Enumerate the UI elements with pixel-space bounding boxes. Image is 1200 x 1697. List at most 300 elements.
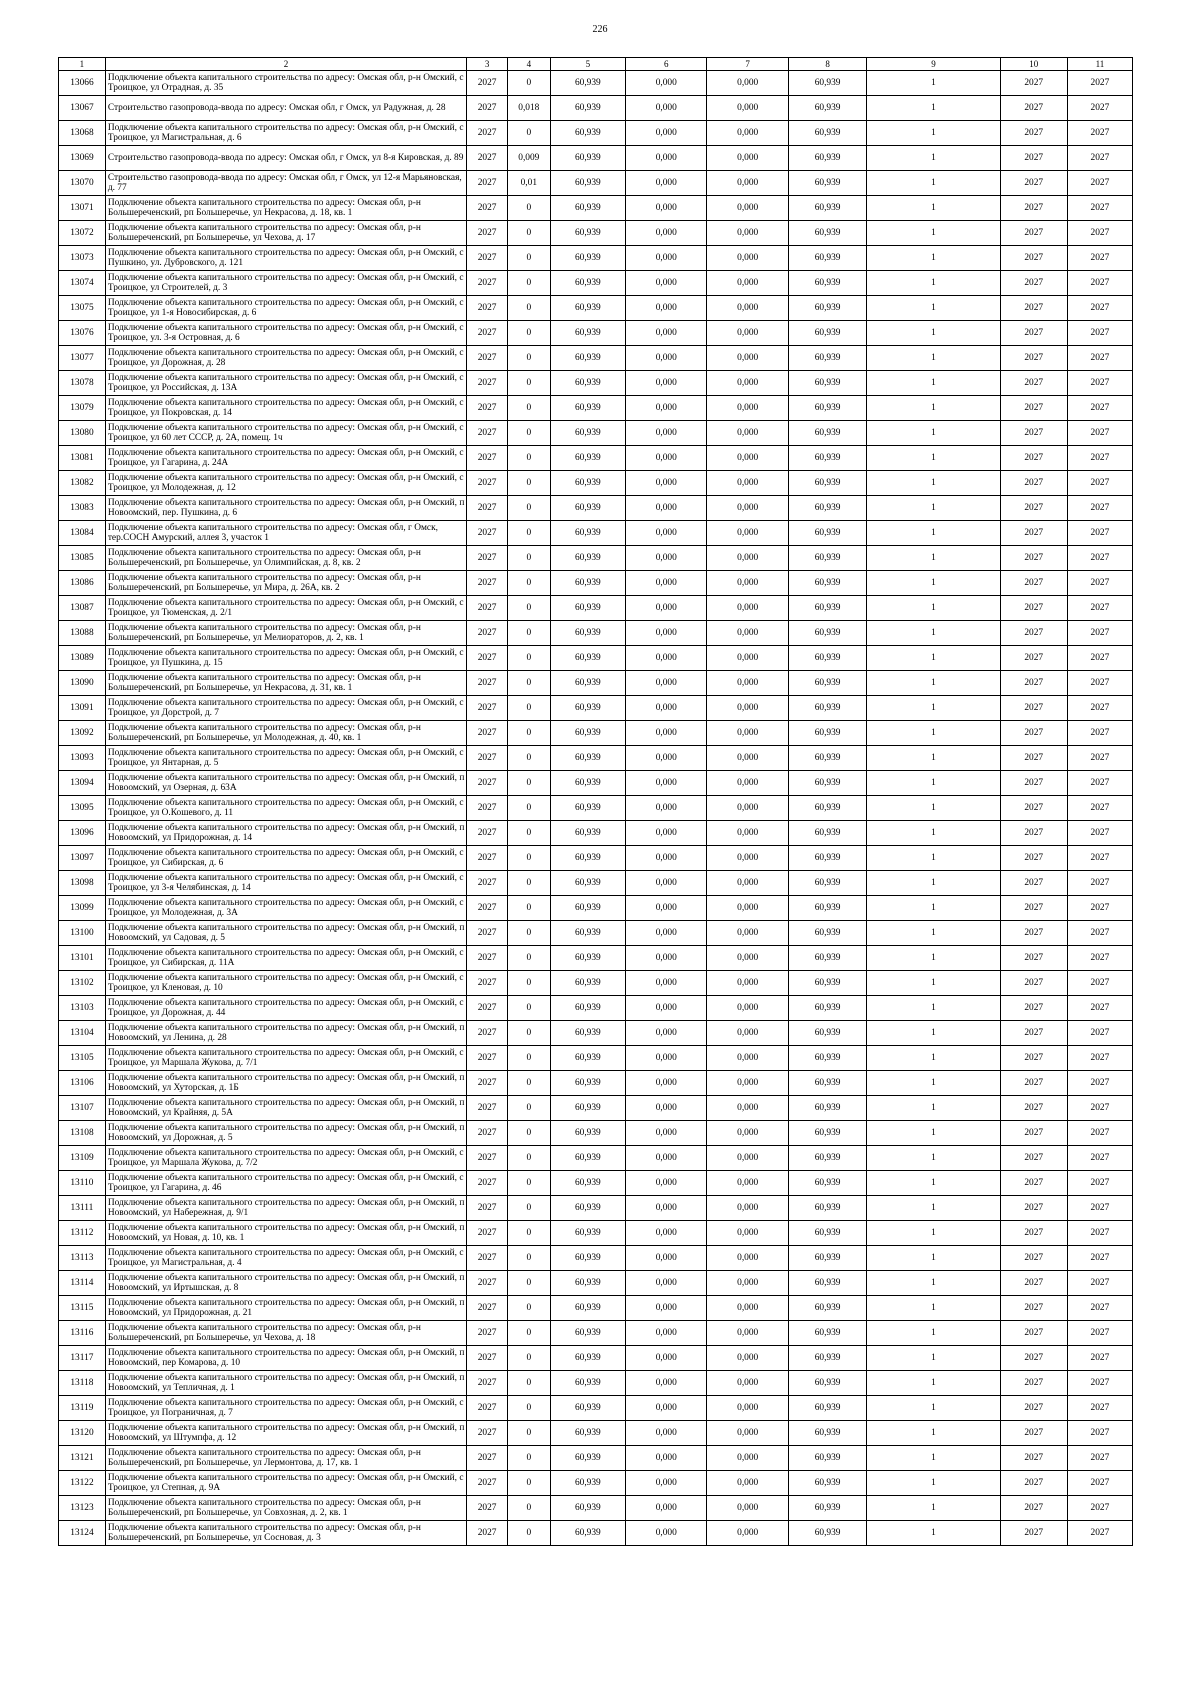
row-cost-net: 60,939 — [788, 1021, 866, 1046]
row-cost-total: 60,939 — [550, 221, 625, 246]
row-description: Подключение объекта капитального строительства по адресу: Омская обл, р-н Омский, с Троицкое, ул Строителей, д. 3 — [105, 271, 466, 296]
row-description: Подключение объекта капитального строительства по адресу: Омская обл, р-н Омский, с Троицкое, ул Магистральная, д. 6 — [105, 121, 466, 146]
row-cost-net: 60,939 — [788, 1246, 866, 1271]
row-count: 1 — [867, 921, 1000, 946]
row-count: 1 — [867, 171, 1000, 196]
row-cost-b: 0,000 — [707, 446, 788, 471]
row-start-year: 2027 — [1000, 1396, 1067, 1421]
row-cost-total: 60,939 — [550, 946, 625, 971]
row-year: 2027 — [467, 271, 508, 296]
row-cost-b: 0,000 — [707, 1346, 788, 1371]
row-description: Подключение объекта капитального строительства по адресу: Омская обл, р-н Омский, с Троицкое, ул Покровская, д. 14 — [105, 396, 466, 421]
row-count: 1 — [867, 221, 1000, 246]
row-cost-total: 60,939 — [550, 996, 625, 1021]
row-start-year: 2027 — [1000, 146, 1067, 171]
row-count: 1 — [867, 946, 1000, 971]
row-number: 13119 — [59, 1396, 106, 1421]
row-end-year: 2027 — [1067, 696, 1132, 721]
table-row — [59, 346, 1133, 371]
row-start-year: 2027 — [1000, 1096, 1067, 1121]
table-row — [59, 1021, 1133, 1046]
table-row — [59, 1371, 1133, 1396]
row-end-year: 2027 — [1067, 496, 1132, 521]
row-description: Подключение объекта капитального строительства по адресу: Омская обл, р-н Омский, с Троицкое, ул Гагарина, д. 24А — [105, 446, 466, 471]
row-description: Подключение объекта капитального строительства по адресу: Омская обл, р-н Омский, с Троицкое, ул Кленовая, д. 10 — [105, 971, 466, 996]
row-year: 2027 — [467, 1046, 508, 1071]
table-row — [59, 1321, 1133, 1346]
row-cost-total: 60,939 — [550, 671, 625, 696]
row-number: 13124 — [59, 1521, 106, 1546]
row-count: 1 — [867, 471, 1000, 496]
row-description: Подключение объекта капитального строительства по адресу: Омская обл, р-н Омский, с Троицкое, ул О.Кошевого, д. 11 — [105, 796, 466, 821]
row-count: 1 — [867, 321, 1000, 346]
row-number: 13076 — [59, 321, 106, 346]
table-row — [59, 1346, 1133, 1371]
row-end-year: 2027 — [1067, 546, 1132, 571]
table-row — [59, 421, 1133, 446]
row-end-year: 2027 — [1067, 1446, 1132, 1471]
row-cost-a: 0,000 — [626, 721, 707, 746]
row-cost-a: 0,000 — [626, 796, 707, 821]
row-cost-a: 0,000 — [626, 1396, 707, 1421]
row-length: 0 — [507, 596, 550, 621]
row-cost-b: 0,000 — [707, 1296, 788, 1321]
row-year: 2027 — [467, 1271, 508, 1296]
row-number: 13089 — [59, 646, 106, 671]
row-cost-b: 0,000 — [707, 121, 788, 146]
row-length: 0,009 — [507, 146, 550, 171]
row-cost-net: 60,939 — [788, 996, 866, 1021]
row-cost-a: 0,000 — [626, 1071, 707, 1096]
row-year: 2027 — [467, 1246, 508, 1271]
row-cost-net: 60,939 — [788, 671, 866, 696]
row-description: Подключение объекта капитального строительства по адресу: Омская обл, р-н Большереченский, рп Большеречье, ул Некрасова, д. 31, кв. 1 — [105, 671, 466, 696]
row-cost-a: 0,000 — [626, 971, 707, 996]
row-cost-a: 0,000 — [626, 1321, 707, 1346]
row-year: 2027 — [467, 971, 508, 996]
row-start-year: 2027 — [1000, 871, 1067, 896]
row-end-year: 2027 — [1067, 1246, 1132, 1271]
row-number: 13102 — [59, 971, 106, 996]
row-number: 13092 — [59, 721, 106, 746]
row-cost-total: 60,939 — [550, 646, 625, 671]
row-number: 13103 — [59, 996, 106, 1021]
row-cost-total: 60,939 — [550, 96, 625, 121]
row-year: 2027 — [467, 1396, 508, 1421]
table-row — [59, 446, 1133, 471]
row-description: Подключение объекта капитального строительства по адресу: Омская обл, р-н Омский, с Троицкое, ул 60 лет СССР, д. 2А, помещ. 1ч — [105, 421, 466, 446]
row-description: Подключение объекта капитального строительства по адресу: Омская обл, р-н Омский, п Новоомский, ул Иртышская, д. 8 — [105, 1271, 466, 1296]
row-cost-b: 0,000 — [707, 496, 788, 521]
row-end-year: 2027 — [1067, 646, 1132, 671]
row-cost-a: 0,000 — [626, 196, 707, 221]
row-year: 2027 — [467, 871, 508, 896]
row-description: Подключение объекта капитального строительства по адресу: Омская обл, р-н Омский, с Троицкое, ул Маршала Жукова, д. 7/1 — [105, 1046, 466, 1071]
row-end-year: 2027 — [1067, 321, 1132, 346]
table-row — [59, 1446, 1133, 1471]
row-year: 2027 — [467, 671, 508, 696]
row-end-year: 2027 — [1067, 196, 1132, 221]
row-year: 2027 — [467, 196, 508, 221]
row-description: Подключение объекта капитального строительства по адресу: Омская обл, р-н Омский, с Троицкое, ул. 3-я Островная, д. 6 — [105, 321, 466, 346]
row-number: 13117 — [59, 1346, 106, 1371]
row-cost-a: 0,000 — [626, 571, 707, 596]
row-year: 2027 — [467, 646, 508, 671]
row-cost-total: 60,939 — [550, 721, 625, 746]
row-cost-total: 60,939 — [550, 1071, 625, 1096]
row-number: 13118 — [59, 1371, 106, 1396]
row-cost-a: 0,000 — [626, 496, 707, 521]
row-number: 13074 — [59, 271, 106, 296]
row-cost-b: 0,000 — [707, 871, 788, 896]
table-row — [59, 1096, 1133, 1121]
row-cost-net: 60,939 — [788, 496, 866, 521]
row-cost-total: 60,939 — [550, 1096, 625, 1121]
row-cost-b: 0,000 — [707, 1521, 788, 1546]
row-description: Подключение объекта капитального строительства по адресу: Омская обл, р-н Омский, п Новоомский, ул Хуторская, д. 1Б — [105, 1071, 466, 1096]
row-cost-net: 60,939 — [788, 1346, 866, 1371]
row-count: 1 — [867, 621, 1000, 646]
row-description: Подключение объекта капитального строительства по адресу: Омская обл, р-н Омский, с Троицкое, ул Отрадная, д. 35 — [105, 71, 466, 96]
column-header: 8 — [788, 58, 866, 71]
row-year: 2027 — [467, 146, 508, 171]
row-number: 13099 — [59, 896, 106, 921]
row-length: 0 — [507, 971, 550, 996]
row-end-year: 2027 — [1067, 96, 1132, 121]
row-cost-a: 0,000 — [626, 471, 707, 496]
row-cost-b: 0,000 — [707, 1171, 788, 1196]
row-cost-total: 60,939 — [550, 896, 625, 921]
row-cost-a: 0,000 — [626, 446, 707, 471]
row-cost-total: 60,939 — [550, 871, 625, 896]
row-length: 0 — [507, 846, 550, 871]
row-cost-b: 0,000 — [707, 746, 788, 771]
row-cost-b: 0,000 — [707, 1371, 788, 1396]
row-cost-b: 0,000 — [707, 1246, 788, 1271]
table-row — [59, 596, 1133, 621]
row-length: 0 — [507, 246, 550, 271]
row-count: 1 — [867, 646, 1000, 671]
row-cost-net: 60,939 — [788, 746, 866, 771]
row-count: 1 — [867, 696, 1000, 721]
row-count: 1 — [867, 121, 1000, 146]
row-cost-net: 60,939 — [788, 796, 866, 821]
row-year: 2027 — [467, 1421, 508, 1446]
table-row — [59, 946, 1133, 971]
row-cost-net: 60,939 — [788, 1196, 866, 1221]
row-cost-net: 60,939 — [788, 1396, 866, 1421]
row-year: 2027 — [467, 221, 508, 246]
row-length: 0 — [507, 821, 550, 846]
row-description: Подключение объекта капитального строительства по адресу: Омская обл, р-н Омский, с Троицкое, ул Дорожная, д. 44 — [105, 996, 466, 1021]
row-end-year: 2027 — [1067, 1496, 1132, 1521]
row-description: Подключение объекта капитального строительства по адресу: Омская обл, р-н Большереченский, рп Большеречье, ул Чехова, д. 17 — [105, 221, 466, 246]
row-number: 13075 — [59, 296, 106, 321]
row-length: 0 — [507, 321, 550, 346]
row-end-year: 2027 — [1067, 1021, 1132, 1046]
row-length: 0 — [507, 1021, 550, 1046]
row-description: Подключение объекта капитального строительства по адресу: Омская обл, р-н Омский, с Троицкое, ул Маршала Жукова, д. 7/2 — [105, 1146, 466, 1171]
row-year: 2027 — [467, 1471, 508, 1496]
row-start-year: 2027 — [1000, 696, 1067, 721]
row-cost-net: 60,939 — [788, 696, 866, 721]
row-number: 13112 — [59, 1221, 106, 1246]
row-cost-a: 0,000 — [626, 1046, 707, 1071]
row-end-year: 2027 — [1067, 446, 1132, 471]
row-number: 13066 — [59, 71, 106, 96]
row-cost-net: 60,939 — [788, 1171, 866, 1196]
row-number: 13108 — [59, 1121, 106, 1146]
row-year: 2027 — [467, 1346, 508, 1371]
row-cost-net: 60,939 — [788, 721, 866, 746]
row-cost-total: 60,939 — [550, 771, 625, 796]
row-number: 13097 — [59, 846, 106, 871]
row-cost-total: 60,939 — [550, 596, 625, 621]
row-cost-b: 0,000 — [707, 596, 788, 621]
row-cost-a: 0,000 — [626, 421, 707, 446]
row-cost-total: 60,939 — [550, 1471, 625, 1496]
row-length: 0 — [507, 196, 550, 221]
row-number: 13104 — [59, 1021, 106, 1046]
row-count: 1 — [867, 346, 1000, 371]
row-start-year: 2027 — [1000, 796, 1067, 821]
row-number: 13081 — [59, 446, 106, 471]
row-end-year: 2027 — [1067, 1471, 1132, 1496]
row-cost-b: 0,000 — [707, 321, 788, 346]
row-number: 13111 — [59, 1196, 106, 1221]
row-start-year: 2027 — [1000, 396, 1067, 421]
row-cost-net: 60,939 — [788, 1496, 866, 1521]
row-end-year: 2027 — [1067, 346, 1132, 371]
row-cost-b: 0,000 — [707, 1471, 788, 1496]
table-row — [59, 996, 1133, 1021]
table-row — [59, 196, 1133, 221]
row-length: 0 — [507, 471, 550, 496]
table-row — [59, 746, 1133, 771]
row-start-year: 2027 — [1000, 1021, 1067, 1046]
row-end-year: 2027 — [1067, 871, 1132, 896]
row-description: Подключение объекта капитального строительства по адресу: Омская обл, р-н Омский, п Новоомский, ул Озерная, д. 63А — [105, 771, 466, 796]
row-description: Подключение объекта капитального строительства по адресу: Омская обл, р-н Омский, с Троицкое, ул Пограничная, д. 7 — [105, 1396, 466, 1421]
row-cost-net: 60,939 — [788, 871, 866, 896]
row-cost-net: 60,939 — [788, 821, 866, 846]
row-cost-net: 60,939 — [788, 571, 866, 596]
row-number: 13072 — [59, 221, 106, 246]
row-description: Строительство газопровода-ввода по адресу: Омская обл, г Омск, ул 12-я Марьяновская, д. 77 — [105, 171, 466, 196]
row-cost-net: 60,939 — [788, 1046, 866, 1071]
row-cost-a: 0,000 — [626, 1371, 707, 1396]
row-description: Подключение объекта капитального строительства по адресу: Омская обл, р-н Омский, п Новоомский, ул Набережная, д. 9/1 — [105, 1196, 466, 1221]
row-year: 2027 — [467, 546, 508, 571]
table-row — [59, 571, 1133, 596]
row-length: 0 — [507, 1396, 550, 1421]
row-end-year: 2027 — [1067, 771, 1132, 796]
row-description: Строительство газопровода-ввода по адресу: Омская обл, г Омск, ул Радужная, д. 28 — [105, 96, 466, 121]
table-row — [59, 871, 1133, 896]
row-cost-a: 0,000 — [626, 1521, 707, 1546]
row-cost-total: 60,939 — [550, 1496, 625, 1521]
row-start-year: 2027 — [1000, 721, 1067, 746]
row-count: 1 — [867, 1021, 1000, 1046]
column-header: 11 — [1067, 58, 1132, 71]
row-end-year: 2027 — [1067, 221, 1132, 246]
row-cost-b: 0,000 — [707, 71, 788, 96]
row-description: Подключение объекта капитального строительства по адресу: Омская обл, р-н Омский, п Новоомский, ул Штумпфа, д. 12 — [105, 1421, 466, 1446]
row-number: 13105 — [59, 1046, 106, 1071]
row-cost-net: 60,939 — [788, 1521, 866, 1546]
row-cost-net: 60,939 — [788, 546, 866, 571]
row-end-year: 2027 — [1067, 1196, 1132, 1221]
row-length: 0 — [507, 1171, 550, 1196]
row-description: Подключение объекта капитального строительства по адресу: Омская обл, р-н Омский, с Троицкое, ул Сибирская, д. 6 — [105, 846, 466, 871]
row-cost-a: 0,000 — [626, 121, 707, 146]
row-length: 0 — [507, 546, 550, 571]
table-row — [59, 246, 1133, 271]
row-year: 2027 — [467, 821, 508, 846]
row-cost-a: 0,000 — [626, 346, 707, 371]
row-cost-total: 60,939 — [550, 196, 625, 221]
table-row — [59, 896, 1133, 921]
row-end-year: 2027 — [1067, 1346, 1132, 1371]
row-cost-net: 60,939 — [788, 1096, 866, 1121]
row-end-year: 2027 — [1067, 1296, 1132, 1321]
row-count: 1 — [867, 1246, 1000, 1271]
row-cost-total: 60,939 — [550, 621, 625, 646]
row-cost-net: 60,939 — [788, 846, 866, 871]
row-cost-total: 60,939 — [550, 1271, 625, 1296]
row-number: 13086 — [59, 571, 106, 596]
row-end-year: 2027 — [1067, 1096, 1132, 1121]
row-length: 0 — [507, 71, 550, 96]
row-cost-net: 60,939 — [788, 146, 866, 171]
row-cost-net: 60,939 — [788, 371, 866, 396]
row-count: 1 — [867, 1296, 1000, 1321]
row-cost-total: 60,939 — [550, 921, 625, 946]
row-length: 0 — [507, 1471, 550, 1496]
row-cost-b: 0,000 — [707, 996, 788, 1021]
row-cost-total: 60,939 — [550, 296, 625, 321]
row-cost-b: 0,000 — [707, 346, 788, 371]
row-cost-a: 0,000 — [626, 1196, 707, 1221]
row-year: 2027 — [467, 296, 508, 321]
row-start-year: 2027 — [1000, 1071, 1067, 1096]
row-cost-a: 0,000 — [626, 996, 707, 1021]
table-row — [59, 1221, 1133, 1246]
row-cost-a: 0,000 — [626, 1221, 707, 1246]
row-description: Строительство газопровода-ввода по адресу: Омская обл, г Омск, ул 8-я Кировская, д. 89 — [105, 146, 466, 171]
row-year: 2027 — [467, 371, 508, 396]
row-cost-net: 60,939 — [788, 321, 866, 346]
row-count: 1 — [867, 296, 1000, 321]
row-count: 1 — [867, 1096, 1000, 1121]
table-row — [59, 921, 1133, 946]
row-year: 2027 — [467, 421, 508, 446]
column-header: 5 — [550, 58, 625, 71]
row-description: Подключение объекта капитального строительства по адресу: Омская обл, р-н Большереченский, рп Большеречье, ул Некрасова, д. 18, кв. 1 — [105, 196, 466, 221]
row-cost-a: 0,000 — [626, 96, 707, 121]
row-year: 2027 — [467, 1321, 508, 1346]
row-count: 1 — [867, 396, 1000, 421]
row-cost-total: 60,939 — [550, 846, 625, 871]
row-cost-b: 0,000 — [707, 1121, 788, 1146]
row-cost-total: 60,939 — [550, 321, 625, 346]
row-start-year: 2027 — [1000, 596, 1067, 621]
table-row — [59, 696, 1133, 721]
row-length: 0 — [507, 1046, 550, 1071]
row-year: 2027 — [467, 1496, 508, 1521]
row-count: 1 — [867, 1146, 1000, 1171]
row-year: 2027 — [467, 571, 508, 596]
row-length: 0 — [507, 1271, 550, 1296]
row-description: Подключение объекта капитального строительства по адресу: Омская обл, р-н Омский, п Новоомский, ул Придорожная, д. 14 — [105, 821, 466, 846]
row-start-year: 2027 — [1000, 371, 1067, 396]
row-cost-total: 60,939 — [550, 971, 625, 996]
row-start-year: 2027 — [1000, 121, 1067, 146]
row-cost-net: 60,939 — [788, 221, 866, 246]
row-length: 0 — [507, 571, 550, 596]
row-number: 13096 — [59, 821, 106, 846]
row-year: 2027 — [467, 1221, 508, 1246]
row-number: 13095 — [59, 796, 106, 821]
row-start-year: 2027 — [1000, 771, 1067, 796]
row-number: 13110 — [59, 1171, 106, 1196]
column-header: 7 — [707, 58, 788, 71]
row-cost-total: 60,939 — [550, 521, 625, 546]
row-count: 1 — [867, 246, 1000, 271]
row-cost-net: 60,939 — [788, 1071, 866, 1096]
row-cost-net: 60,939 — [788, 971, 866, 996]
row-number: 13082 — [59, 471, 106, 496]
row-cost-a: 0,000 — [626, 296, 707, 321]
row-cost-a: 0,000 — [626, 821, 707, 846]
row-length: 0,018 — [507, 96, 550, 121]
row-end-year: 2027 — [1067, 921, 1132, 946]
row-description: Подключение объекта капитального строительства по адресу: Омская обл, р-н Омский, с Троицкое, ул Тюменская, д. 2/1 — [105, 596, 466, 621]
row-length: 0 — [507, 121, 550, 146]
row-description: Подключение объекта капитального строительства по адресу: Омская обл, р-н Большереченский, рп Большеречье, ул Сосновая, д. 3 — [105, 1521, 466, 1546]
row-cost-a: 0,000 — [626, 1421, 707, 1446]
row-description: Подключение объекта капитального строительства по адресу: Омская обл, р-н Омский, с Троицкое, ул Дорожная, д. 28 — [105, 346, 466, 371]
row-cost-total: 60,939 — [550, 1046, 625, 1071]
row-cost-b: 0,000 — [707, 796, 788, 821]
row-cost-total: 60,939 — [550, 746, 625, 771]
row-end-year: 2027 — [1067, 171, 1132, 196]
table-row — [59, 1146, 1133, 1171]
row-start-year: 2027 — [1000, 196, 1067, 221]
row-description: Подключение объекта капитального строительства по адресу: Омская обл, р-н Большереченский, рп Большеречье, ул Чехова, д. 18 — [105, 1321, 466, 1346]
row-number: 13083 — [59, 496, 106, 521]
row-end-year: 2027 — [1067, 121, 1132, 146]
table-row — [59, 1296, 1133, 1321]
row-year: 2027 — [467, 1371, 508, 1396]
row-cost-b: 0,000 — [707, 171, 788, 196]
row-cost-net: 60,939 — [788, 1446, 866, 1471]
row-cost-a: 0,000 — [626, 1271, 707, 1296]
row-year: 2027 — [467, 1196, 508, 1221]
row-length: 0 — [507, 1146, 550, 1171]
row-description: Подключение объекта капитального строительства по адресу: Омская обл, р-н Омский, п Новоомский, ул Дорожная, д. 5 — [105, 1121, 466, 1146]
row-cost-net: 60,939 — [788, 296, 866, 321]
row-year: 2027 — [467, 896, 508, 921]
row-length: 0 — [507, 796, 550, 821]
row-start-year: 2027 — [1000, 1246, 1067, 1271]
data-table — [58, 57, 1133, 1546]
row-count: 1 — [867, 71, 1000, 96]
row-length: 0 — [507, 946, 550, 971]
row-cost-total: 60,939 — [550, 1246, 625, 1271]
table-body — [59, 71, 1133, 1546]
row-cost-b: 0,000 — [707, 571, 788, 596]
